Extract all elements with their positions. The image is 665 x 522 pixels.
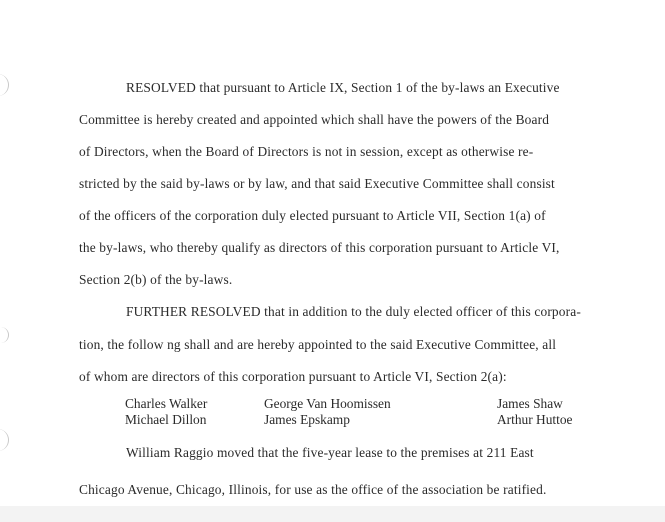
paragraph-line: of whom are directors of this corporation pursuant to Article VI, Section 2(a): xyxy=(79,369,507,384)
appointee-name: Michael Dillon xyxy=(125,412,207,427)
appointee-name: Charles Walker xyxy=(125,396,208,411)
paragraph-line: RESOLVED that pursuant to Article IX, Section 1 of the by-laws an Executive xyxy=(126,80,560,95)
paragraph-line: Section 2(b) of the by-laws. xyxy=(79,272,233,287)
paragraph-line: Chicago Avenue, Chicago, Illinois, for use as the office of the association be ratified. xyxy=(79,482,547,497)
binder-hole-mark xyxy=(0,429,9,451)
paragraph-line: the by-laws, who thereby qualify as directors of this corporation pursuant to Article VI, xyxy=(79,240,560,255)
binder-hole-mark xyxy=(0,74,9,96)
appointee-name: James Shaw xyxy=(497,396,563,411)
appointee-name: George Van Hoomissen xyxy=(264,396,391,411)
paragraph-line: FURTHER RESOLVED that in addition to the duly elected officer of this corpora- xyxy=(126,304,581,319)
paragraph-line: William Raggio moved that the five-year lease to the premises at 211 East xyxy=(126,445,534,460)
paragraph-line: stricted by the said by-laws or by law, and that said Executive Committee shall consist xyxy=(79,176,555,191)
paragraph-line: of Directors, when the Board of Directors is not in session, except as otherwise re- xyxy=(79,144,534,159)
paragraph-line: Committee is hereby created and appointed which shall have the powers of the Board xyxy=(79,112,550,127)
appointee-name: Arthur Huttoe xyxy=(497,412,573,427)
paragraph-line: tion, the follow ng shall and are hereby appointed to the said Executive Committee, all xyxy=(79,337,557,352)
page-bottom-edge xyxy=(0,506,665,522)
binder-hole-mark xyxy=(0,327,9,343)
appointee-name: James Epskamp xyxy=(264,412,350,427)
paragraph-line: of the officers of the corporation duly elected pursuant to Article VII, Section 1(a) of xyxy=(79,208,546,223)
